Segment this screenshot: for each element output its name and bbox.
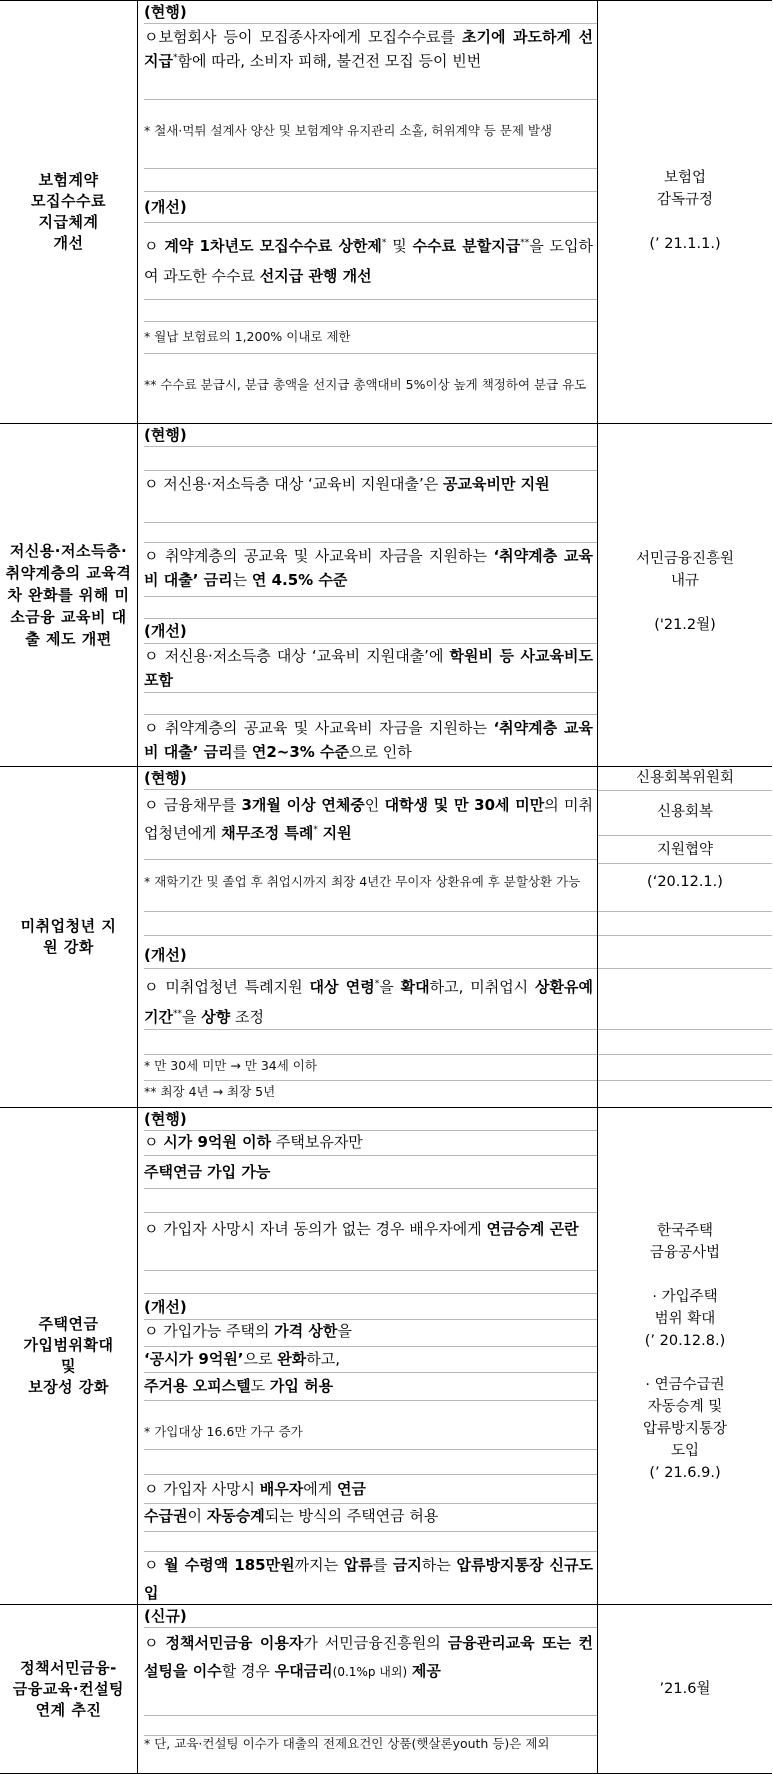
basis-date: ('21.2월) xyxy=(654,617,716,633)
section-content xyxy=(138,1605,598,1773)
status-heading: (현행) xyxy=(144,3,187,21)
footnote: * 철새·먹튀 설계사 양산 및 보험계약 유지관리 소홀, 허위계약 등 문제 발생 xyxy=(144,123,553,138)
basis-date: (’ 20.12.8.) xyxy=(644,1333,726,1349)
section-content xyxy=(138,1,598,423)
status-heading: (신규) xyxy=(144,1607,187,1625)
content-paragraph: ㅇ보험회사 등이 모집종사자에게 모집수수료를 초기에 과도하게 선지급*함에 따라, 소비자 피해, 불건전 모집 등이 빈번 xyxy=(144,28,593,70)
status-heading: (현행) xyxy=(144,769,187,787)
basis-date: (‘20.12.1.) xyxy=(647,874,723,890)
basis-line: 신용회복 xyxy=(656,804,714,820)
footnote: * 월납 보험료의 1,200% 이내로 제한 xyxy=(144,329,351,344)
content-paragraph: 주거용 오피스텔도 가입 허용 xyxy=(144,1377,334,1395)
basis-line: 범위 확대 xyxy=(654,1311,716,1327)
basis-line: 지원협약 xyxy=(656,842,714,858)
content-paragraph: ㅇ 가입자 사망시 배우자에게 연금 xyxy=(144,1480,366,1498)
section-education-loan xyxy=(0,423,772,766)
section-basis xyxy=(598,424,772,766)
section-title: 저신용·저소득층· 취약계층의 교육격차 완화를 위해 미소금융 교육비 대출 제도 개편 xyxy=(0,424,138,766)
basis-line: 금융공사법 xyxy=(649,1245,721,1261)
section-content xyxy=(138,424,598,766)
content-paragraph: ㅇ 저신용·저소득층 대상 ‘교육비 지원대출’은 공교육비만 지원 xyxy=(144,475,550,493)
content-paragraph: ㅇ 취약계층의 공교육 및 사교육비 자금을 지원하는 ‘취약계층 교육비 대출’ 금리는 연 4.5% 수준 xyxy=(144,547,593,589)
section-basis xyxy=(598,1108,772,1604)
section-basis xyxy=(598,1,772,423)
section-title: 보험계약 모집수수료 지급체계 개선 xyxy=(0,1,138,423)
basis-line: 한국주택 xyxy=(656,1223,714,1239)
content-paragraph: ㅇ 저신용·저소득층 대상 ‘교육비 지원대출’에 학원비 등 사교육비도 포함 xyxy=(144,647,594,689)
basis-line: 감독규정 xyxy=(656,192,714,208)
basis-date: ’21.6월 xyxy=(659,1681,711,1697)
content-paragraph: ㅇ 계약 1차년도 모집수수료 상한제* 및 수수료 분할지급**을 도입하여 과도한 수수료 선지급 관행 개선 xyxy=(144,237,594,285)
content-paragraph: ㅇ 시가 9억원 이하 주택보유자만 xyxy=(144,1133,363,1151)
section-content xyxy=(138,767,598,1107)
basis-line: · 연금수급권 xyxy=(645,1377,725,1393)
content-paragraph: ㅇ 미취업청년 특례지원 대상 연령*을 확대하고, 미취업시 상환유예 기간**을 상향 조정 xyxy=(144,978,594,1026)
basis-line: 내규 xyxy=(670,573,699,589)
content-paragraph: ㅇ 월 수령액 185만원까지는 압류를 금지하는 압류방지통장 신규도입 xyxy=(144,1556,593,1602)
footnote: * 단, 교육·컨설팅 이수가 대출의 전제요건인 상품(햇살론youth 등)은 제외 xyxy=(144,1736,550,1751)
content-paragraph: ㅇ 정책서민금융 이용자가 서민금융진흥원의 금융관리교육 또는 컨설팅을 이수할 경우 우대금리(0.1%p 내외) 제공 xyxy=(144,1634,594,1680)
content-paragraph: 수급권이 자동승계되는 방식의 주택연금 허용 xyxy=(144,1507,439,1525)
status-heading: (개선) xyxy=(144,1298,187,1316)
basis-date: (’ 21.1.1.) xyxy=(649,236,721,252)
basis-line: · 가입주택 xyxy=(652,1289,718,1305)
content-paragraph: ㅇ 취약계층의 공교육 및 사교육비 자금을 지원하는 ‘취약계층 교육비 대출’ 금리를 연2~3% 수준으로 인하 xyxy=(144,719,593,761)
content-paragraph: ‘공시가 9억원’으로 완화하고, xyxy=(144,1350,340,1368)
section-financial-education xyxy=(0,1604,772,1774)
section-basis xyxy=(598,1605,772,1773)
status-heading: (현행) xyxy=(144,1110,187,1128)
basis-line: 자동승계 및 xyxy=(647,1399,723,1415)
content-paragraph: ㅇ 가입자 사망시 자녀 동의가 없는 경우 배우자에게 연금승계 곤란 xyxy=(144,1220,579,1238)
section-basis xyxy=(598,767,772,1107)
section-insurance-commission xyxy=(0,0,772,423)
status-heading: (현행) xyxy=(144,426,187,444)
section-content xyxy=(138,1108,598,1604)
footnote: ** 수수료 분급시, 분급 총액을 선지급 총액대비 5%이상 높게 책정하여 분급 유도 xyxy=(144,377,587,392)
section-youth-support xyxy=(0,766,772,1107)
status-heading: (개선) xyxy=(144,622,187,640)
content-paragraph: ㅇ 금융채무를 3개월 이상 연체중인 대학생 및 만 30세 미만의 미취업청년에게 채무조정 특례* 지원 xyxy=(144,796,593,842)
content-paragraph: ㅇ 가입가능 주택의 가격 상한을 xyxy=(144,1322,352,1340)
footnote: * 재학기간 및 졸업 후 취업시까지 최장 4년간 무이자 상환유예 후 분할상환 가능 xyxy=(144,874,581,889)
basis-line: 신용회복위원회 xyxy=(635,770,735,786)
content-paragraph: 주택연금 가입 가능 xyxy=(144,1163,271,1181)
basis-line: 압류방지통장 xyxy=(642,1421,728,1437)
footnote: ** 최장 4년 → 최장 5년 xyxy=(144,1084,276,1099)
basis-line: 보험업 xyxy=(663,170,707,186)
basis-line: 도입 xyxy=(670,1443,699,1459)
status-heading: (개선) xyxy=(144,946,187,964)
section-title: 주택연금 가입범위확대 및 보장성 강화 xyxy=(0,1108,138,1604)
section-housing-pension xyxy=(0,1107,772,1604)
footnote: * 가입대상 16.6만 가구 증가 xyxy=(144,1424,303,1439)
footnote: * 만 30세 미만 → 만 34세 이하 xyxy=(144,1058,317,1073)
basis-line: 서민금융진흥원 xyxy=(635,551,735,567)
basis-date: (’ 21.6.9.) xyxy=(649,1465,721,1481)
section-title: 정책서민금융- 금융교육·컨설팅 연계 추진 xyxy=(0,1605,138,1773)
status-heading: (개선) xyxy=(144,198,187,216)
section-title: 미취업청년 지원 강화 xyxy=(0,767,138,1107)
